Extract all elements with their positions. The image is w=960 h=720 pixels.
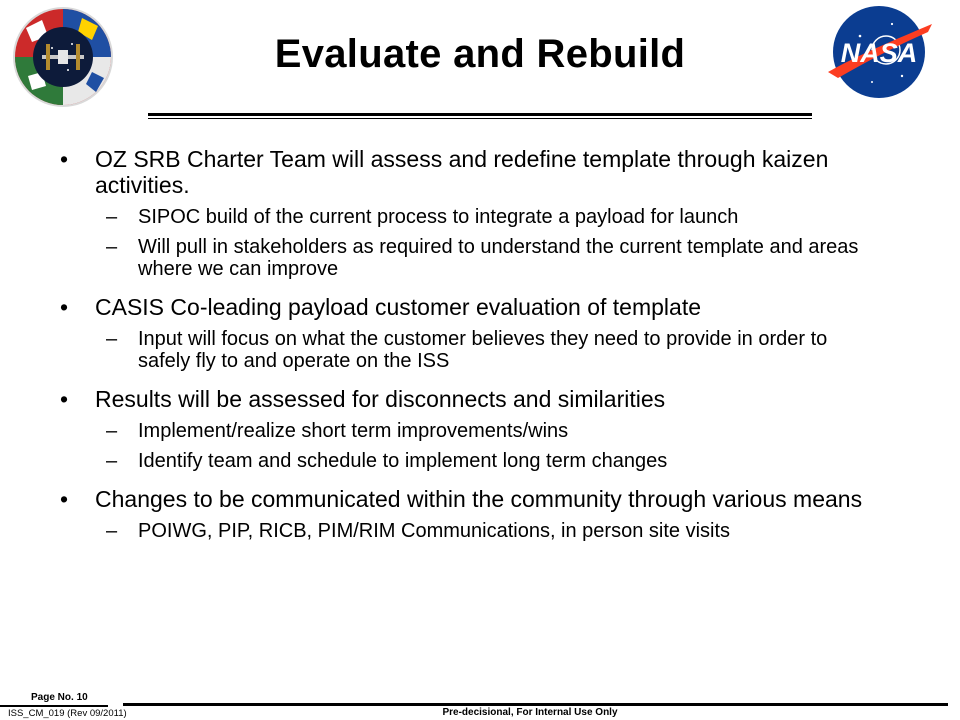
sub-bullet-marker: – xyxy=(106,420,118,442)
footer-rule-left xyxy=(0,705,108,707)
footer-rule-right xyxy=(123,703,948,706)
sub-bullet-1-2 xyxy=(0,236,960,280)
bullet-1-text: OZ SRB Charter Team will assess and redefine template through kaizen activities. xyxy=(95,146,829,198)
sub-bullet-1-1-text: SIPOC build of the current process to integrate a payload for launch xyxy=(138,206,739,228)
sub-bullet-marker: – xyxy=(106,236,118,258)
sub-bullet-3-2 xyxy=(0,450,960,472)
sub-bullet-3-1 xyxy=(0,420,960,442)
bullet-3-text: Results will be assessed for disconnects and similarities xyxy=(95,386,666,412)
sub-bullet-marker: – xyxy=(106,328,118,350)
bullet-marker: • xyxy=(60,294,69,320)
page-number: Page No. 10 xyxy=(31,692,88,703)
sub-bullet-marker: – xyxy=(106,450,118,472)
bullet-marker: • xyxy=(60,386,69,412)
bullet-list xyxy=(0,146,960,542)
bullet-3 xyxy=(0,386,960,412)
slide-title: Evaluate and Rebuild xyxy=(274,32,686,76)
sub-bullet-1-2-text: Will pull in stakeholders as required to understand the current template and areas where we can improve xyxy=(138,236,859,280)
sub-bullet-3-1-text: Implement/realize short term improvements/wins xyxy=(138,420,569,442)
bullet-2-text: CASIS Co-leading payload customer evaluation of template xyxy=(95,294,702,320)
bullet-2 xyxy=(0,294,960,320)
nasa-logo xyxy=(820,2,938,102)
bullet-marker: • xyxy=(60,146,69,172)
document-number: ISS_CM_019 (Rev 09/2011) xyxy=(8,708,127,719)
sub-bullet-2-1 xyxy=(0,328,960,372)
title-underline xyxy=(148,113,812,119)
bullet-4 xyxy=(0,486,960,512)
nasa-logo-text: NASA xyxy=(840,38,918,68)
bullet-1 xyxy=(0,146,960,198)
sub-bullet-3-2-text: Identify team and schedule to implement long term changes xyxy=(138,450,668,472)
sub-bullet-1-1 xyxy=(0,206,960,228)
sub-bullet-4-1-text: POIWG, PIP, RICB, PIM/RIM Communications, in person site visits xyxy=(138,520,731,542)
sub-bullet-2-1-text: Input will focus on what the customer believes they need to provide in order to safely fly to and operate on the ISS xyxy=(138,328,828,372)
iss-emblem-logo xyxy=(12,6,114,108)
sub-bullet-marker: – xyxy=(106,520,118,542)
classification-label: Pre-decisional, For Internal Use Only xyxy=(442,707,618,718)
bullet-4-text: Changes to be communicated within the community through various means xyxy=(95,486,863,512)
sub-bullet-4-1 xyxy=(0,520,960,542)
bullet-marker: • xyxy=(60,486,69,512)
sub-bullet-marker: – xyxy=(106,206,118,228)
